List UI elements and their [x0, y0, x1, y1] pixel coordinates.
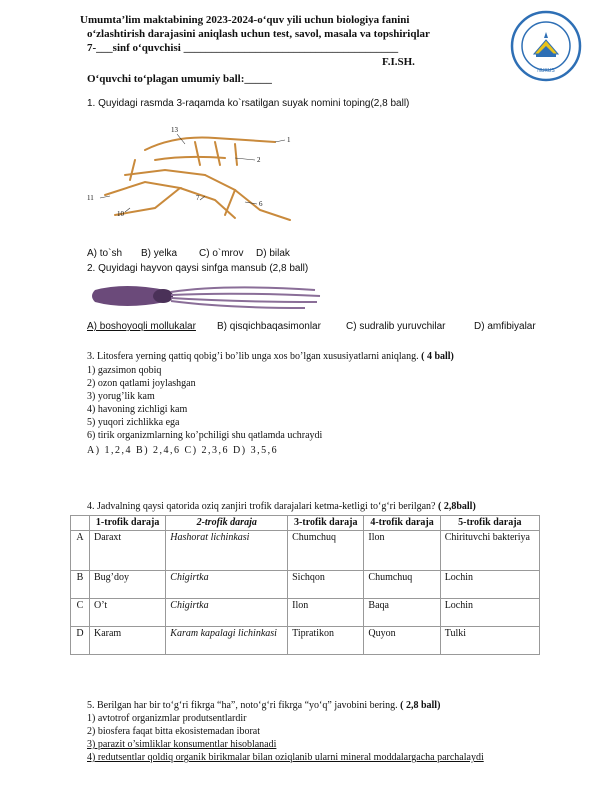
table-header-cell: 5-trofik daraja	[440, 516, 539, 531]
table-cell: Ilon	[364, 531, 440, 571]
frog-skeleton-image	[85, 120, 300, 230]
row-letter: A	[71, 531, 90, 571]
q5-item-2[interactable]: 2) biosfera faqat bitta ekosistemadan iborat	[87, 726, 260, 737]
q2-text: 2. Quyidagi hayvon qaysi sinfga mansub (2,8 ball)	[87, 263, 309, 274]
q5-item-4[interactable]: 4) redutsentlar qoldiq organik birikmalar bilan oziqlanib ularni mineral moddalargacha parchalaydi	[87, 752, 484, 763]
svg-text:7: 7	[196, 194, 200, 202]
table-row[interactable]	[71, 571, 540, 599]
table-cell: Karam kapalagi lichinkasi	[166, 627, 288, 655]
q3-question: 3. Litosfera yerning qattiq qobig’i bo’lib unga xos bo’lgan xususiyatlarni aniqlang.	[87, 351, 419, 362]
table-cell: Chumchuq	[288, 531, 364, 571]
table-cell: Bug’doy	[90, 571, 166, 599]
svg-text:11: 11	[87, 194, 94, 202]
table-header-cell: 1-trofik daraja	[90, 516, 166, 531]
svg-text:2: 2	[257, 156, 261, 164]
table-cell: Ilon	[288, 599, 364, 627]
table-cell: Sichqon	[288, 571, 364, 599]
q2-option-c[interactable]: C) sudralib yuruvchilar	[346, 321, 446, 332]
table-header-cell: 2-trofik daraja	[166, 516, 288, 531]
total-score-line[interactable]: O‘quvchi to‘plagan umumiy ball:_____	[87, 73, 272, 85]
svg-text:1: 1	[287, 136, 291, 144]
svg-text:NUKUS: NUKUS	[537, 68, 555, 74]
table-header-cell: 4-trofik daraja	[364, 516, 440, 531]
q4-question: 4. Jadvalning qaysi qatorida oziq zanjiri trofik darajalari ketma-ketligi to‘g‘ri berilgan?	[87, 501, 436, 512]
q1-option-c[interactable]: C) o`mrov	[199, 248, 244, 259]
table-cell: Tipratikon	[288, 627, 364, 655]
q3-item-4: 4) havoning zichligi kam	[87, 404, 188, 415]
q2-option-a[interactable]: A) boshoyoqli mollukalar	[87, 321, 196, 332]
q5-question: 5. Berilgan har bir to‘g‘ri fikrga “ha”, noto‘g‘ri fikrga “yo‘q” javobini bering.	[87, 700, 398, 711]
row-letter: D	[71, 627, 90, 655]
table-header-cell: 3-trofik daraja	[288, 516, 364, 531]
table-cell: Tulki	[440, 627, 539, 655]
table-row[interactable]	[71, 627, 540, 655]
table-cell: Chirituvchi bakteriya	[440, 531, 539, 571]
fish-label: F.I.SH.	[382, 56, 415, 68]
q3-item-5: 5) yuqori zichlikka ega	[87, 417, 180, 428]
q1-option-a[interactable]: A) to`sh	[87, 248, 123, 259]
table-cell: Chigirtka	[166, 571, 288, 599]
table-cell: Lochin	[440, 571, 539, 599]
food-chain-table	[70, 515, 540, 655]
table-header-corner	[71, 516, 90, 531]
q3-text	[87, 351, 454, 363]
squid-image	[85, 278, 325, 314]
q1-option-d[interactable]: D) bilak	[256, 248, 290, 259]
table-row[interactable]	[71, 531, 540, 571]
row-letter: C	[71, 599, 90, 627]
table-cell: Chigirtka	[166, 599, 288, 627]
q3-options[interactable]: A) 1,2,4 B) 2,4,6 C) 2,3,6 D) 3,5,6	[87, 445, 279, 456]
q1-text: 1. Quyidagi rasmda 3-raqamda ko`rsatilgan suyak nomini toping(2,8 ball)	[87, 98, 410, 109]
table-cell: Baqa	[364, 599, 440, 627]
q5-item-1[interactable]: 1) avtotrof organizmlar produtsentlardir	[87, 713, 247, 724]
student-name-line[interactable]: 7-___sinf o‘quvchisi _______________________________________	[87, 42, 399, 54]
table-cell: Daraxt	[90, 531, 166, 571]
table-cell: Karam	[90, 627, 166, 655]
q3-item-6: 6) tirik organizmlarning ko’pchiligi shu qatlamda uchraydi	[87, 430, 323, 441]
q2-option-b[interactable]: B) qisqichbaqasimonlar	[217, 321, 321, 332]
school-logo	[510, 10, 582, 82]
q3-item-1: 1) gazsimon qobiq	[87, 365, 162, 376]
q1-option-b[interactable]: B) yelka	[141, 248, 178, 259]
q5-item-3[interactable]: 3) parazit o’simliklar konsumentlar hisoblanadi	[87, 739, 277, 750]
table-cell: Hashorat lichinkasi	[166, 531, 288, 571]
q4-points: ( 2,8ball)	[438, 501, 476, 512]
svg-text:10: 10	[117, 210, 124, 218]
table-header-row	[71, 516, 540, 531]
svg-text:13: 13	[171, 126, 178, 134]
q5-text	[87, 700, 440, 712]
q2-option-d[interactable]: D) amfibiyalar	[474, 321, 536, 332]
table-cell: O’t	[90, 599, 166, 627]
q3-points: ( 4 ball)	[421, 351, 454, 362]
q5-points: ( 2,8 ball)	[400, 700, 441, 711]
table-cell: Chumchuq	[364, 571, 440, 599]
q4-text	[87, 501, 476, 513]
row-letter: B	[71, 571, 90, 599]
table-cell: Lochin	[440, 599, 539, 627]
table-cell: Quyon	[364, 627, 440, 655]
svg-text:6: 6	[259, 200, 263, 208]
q3-item-2: 2) ozon qatlami joylashgan	[87, 378, 196, 389]
header-title-line2: o‘zlashtirish darajasini aniqlash uchun test, savol, masala va topshiriqlar	[87, 28, 430, 40]
header-title-line1: Umumta’lim maktabining 2023-2024-o‘quv yili uchun biologiya fanini	[80, 14, 410, 26]
q3-item-3: 3) yorug’lik kam	[87, 391, 155, 402]
table-row[interactable]	[71, 599, 540, 627]
